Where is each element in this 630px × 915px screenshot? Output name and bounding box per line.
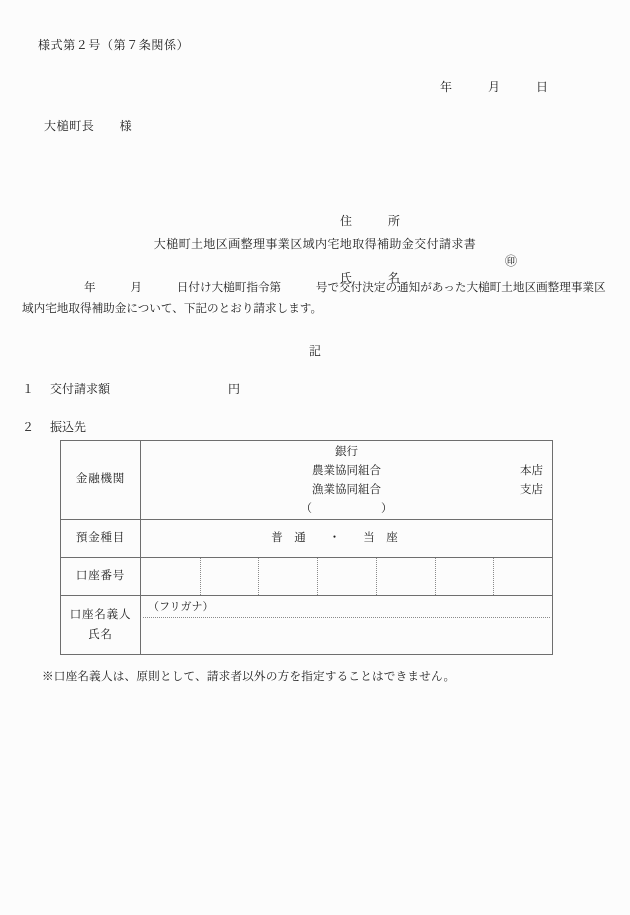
applicant-name-row: [322, 251, 518, 285]
table-row-account-holder: [61, 596, 553, 655]
financial-institution-cell[interactable]: [141, 441, 553, 520]
account-number-boxes[interactable]: [141, 558, 552, 595]
option-branch-office[interactable]: 支店: [520, 484, 543, 496]
addressee: 大槌町長 様: [44, 119, 133, 133]
option-fishery-coop[interactable]: 漁業協同組合: [312, 484, 381, 496]
date-line: 年 月 日: [440, 80, 549, 94]
deposit-type-options[interactable]: 普 通 ・ 当 座: [271, 532, 398, 544]
item-claim-amount: [22, 380, 240, 398]
option-head-office[interactable]: 本店: [520, 465, 543, 477]
row-label-account-holder: [61, 596, 141, 655]
furigana-divider: [143, 617, 550, 618]
row-label-account-holder-line1: 口座名義人: [69, 608, 132, 621]
bank-details-table: [60, 440, 553, 655]
account-digit-divider: [200, 558, 201, 595]
item-transfer-destination: [22, 418, 86, 436]
page-title: 大槌町土地区画整理事業区域内宅地取得補助金交付請求書: [153, 237, 477, 251]
ki-marker: 記: [308, 344, 321, 358]
option-bank[interactable]: 銀行: [335, 446, 358, 458]
row-label-financial-institution: 金融機関: [61, 441, 141, 520]
row-label-account-number: 口座番号: [61, 558, 141, 596]
footnote: ※口座名義人は、原則として、請求者以外の方を指定することはできません。: [42, 670, 456, 683]
account-digit-divider: [258, 558, 259, 595]
account-digit-divider: [317, 558, 318, 595]
applicant-address-label: 住 所: [340, 214, 401, 228]
item-1-label: 交付請求額: [50, 382, 111, 396]
body-paragraph-text: 年 月 日付け大槌町指令第 号で交付決定の通知があった大槌町土地区画整理事業区域内宅地取得補助金について、下記のとおり請求します。: [22, 281, 606, 316]
account-holder-cell[interactable]: [141, 596, 553, 655]
row-label-deposit-type: 預金種目: [61, 520, 141, 558]
body-paragraph: [22, 277, 608, 320]
applicant-address-row: [322, 194, 401, 228]
row-label-account-holder-line2: 氏名: [88, 629, 113, 641]
financial-institution-options: [141, 441, 552, 519]
account-holder-entry[interactable]: [141, 596, 552, 654]
account-digit-divider: [376, 558, 377, 595]
account-digit-divider: [435, 558, 436, 595]
branch-name-blank[interactable]: （ ）: [300, 503, 393, 515]
deposit-type-cell[interactable]: [141, 520, 553, 558]
table-row-account-number: [61, 558, 553, 596]
item-1-unit: 円: [228, 382, 241, 396]
option-agricultural-coop[interactable]: 農業協同組合: [312, 465, 381, 477]
applicant-name-label: 氏 名: [340, 271, 401, 285]
furigana-label: （フリガナ）: [148, 601, 214, 613]
table-row-deposit-type: [61, 520, 553, 558]
account-digit-divider: [493, 558, 494, 595]
table-row-financial-institution: [61, 441, 553, 520]
account-number-cell[interactable]: [141, 558, 553, 596]
item-2-number: ２: [22, 420, 35, 434]
form-number: 様式第２号（第７条関係）: [38, 38, 190, 52]
item-2-label: 振込先: [50, 420, 87, 434]
item-1-number: １: [22, 382, 35, 396]
seal-icon: ㊞: [505, 254, 518, 268]
